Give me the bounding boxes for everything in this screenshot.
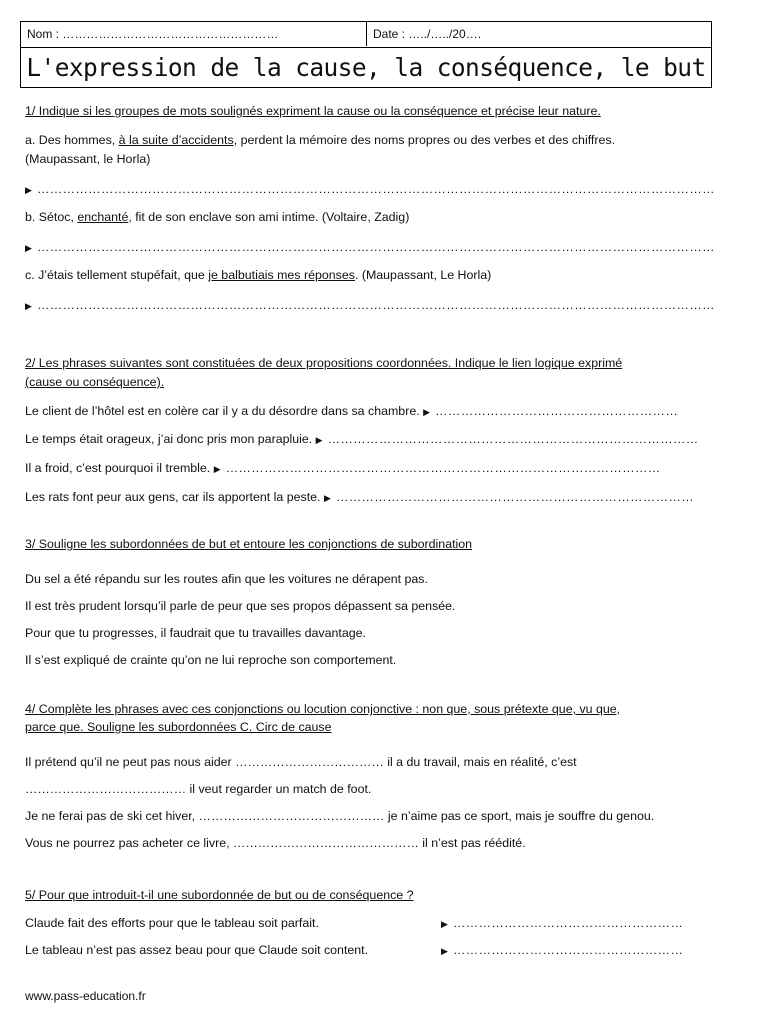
arrow-icon: ▶ <box>315 435 323 445</box>
section-4-heading-cont: parce que. Souligne les subordonnées C. Circ de cause <box>25 720 332 734</box>
footer-url[interactable]: www.pass-education.fr <box>25 989 146 1003</box>
sentence-b-underlined: enchanté <box>77 210 129 224</box>
list-item <box>25 432 699 446</box>
answer-line-b[interactable] <box>25 240 715 254</box>
fill-sentence-2[interactable]: Je ne ferai pas de ski cet hiver, ……………………………………… je n’aime pas ce sport, mais je souffre du genou. <box>25 809 655 823</box>
arrow-icon: ▶ <box>323 493 331 503</box>
list-item <box>25 943 368 957</box>
sentence-c-text: c. J’étais tellement stupéfait, que <box>25 268 209 282</box>
section-5-heading: 5/ Pour que introduit-t-il une subordonnée de but ou de conséquence ? <box>25 888 414 902</box>
list-item <box>25 404 678 418</box>
item-text: Il a froid, c’est pourquoi il tremble. <box>25 461 211 475</box>
item-text: Claude fait des efforts pour que le tableau soit parfait. <box>25 916 319 930</box>
fill-sentence-1[interactable]: Il prétend qu’il ne peut pas nous aider ……………………………… il a du travail, mais en réalité, c’est <box>25 755 577 769</box>
answer-dots: …………………………………………………………………………………………………………………………………………… <box>37 182 715 196</box>
answer-dots[interactable]: ………………………………………………………………………………………… <box>225 461 661 475</box>
sentence-a-source: (Maupassant, le Horla) <box>25 152 151 166</box>
sentence-c <box>25 268 491 282</box>
header-box <box>20 21 712 88</box>
arrow-icon: ▶ <box>423 407 431 417</box>
sentence-b-text: b. Sétoc, <box>25 210 78 224</box>
arrow-icon: ▶ <box>25 243 32 253</box>
item-text: Les rats font peur aux gens, car ils apportent la peste. <box>25 490 321 504</box>
page-title: L'expression de la cause, la conséquence, le but <box>26 53 706 82</box>
item-text: Le tableau n’est pas assez beau pour que Claude soit content. <box>25 943 369 957</box>
answer-dots[interactable]: …………………………………………………………………………… <box>327 432 699 446</box>
sentence-a <box>25 133 615 147</box>
answer-dots[interactable]: ………………………………………………………………………… <box>335 490 695 504</box>
arrow-icon: ▶ <box>441 946 448 956</box>
answer-dots: …………………………………………………………………………………………………………………………………………… <box>37 240 715 254</box>
list-item <box>25 916 319 930</box>
arrow-icon: ▶ <box>25 301 32 311</box>
answer-line[interactable] <box>441 916 683 930</box>
fill-sentence-1-cont[interactable]: ………………………………… il veut regarder un match de foot. <box>25 782 372 796</box>
answer-line[interactable] <box>441 943 683 957</box>
answer-dots: ……………………………………………… <box>453 916 684 930</box>
nom-field: Nom : ……………………………………………… <box>21 22 367 46</box>
arrow-icon: ▶ <box>213 464 221 474</box>
header-row <box>21 22 711 48</box>
arrow-icon: ▶ <box>25 185 32 195</box>
answer-dots[interactable]: ………………………………………………… <box>435 404 679 418</box>
fill-sentence-3[interactable]: Vous ne pourrez pas acheter ce livre, ……………………………………… il n’est pas réédité. <box>25 836 526 850</box>
list-item <box>25 461 661 475</box>
sentence-c-underlined: je balbutiais mes réponses <box>208 268 355 282</box>
list-item: Pour que tu progresses, il faudrait que tu travailles davantage. <box>25 626 366 640</box>
list-item: Il s’est expliqué de crainte qu’on ne lui reproche son comportement. <box>25 653 397 667</box>
item-text: Le temps était orageux, j’ai donc pris mon parapluie. <box>25 432 313 446</box>
answer-line-c[interactable] <box>25 298 715 312</box>
sentence-a-underlined: à la suite d’accidents <box>118 133 234 147</box>
sentence-a-text: a. Des hommes, <box>25 133 119 147</box>
answer-dots: ……………………………………………… <box>453 943 684 957</box>
answer-dots: …………………………………………………………………………………………………………………………………………… <box>37 298 715 312</box>
section-1-heading: 1/ Indique si les groupes de mots soulignés expriment la cause ou la conséquence et précise leur nature. <box>25 104 601 118</box>
date-field: Date : …../…../20…. <box>373 27 482 41</box>
section-2-heading-cont: (cause ou conséquence). <box>25 375 165 389</box>
sentence-c-text-end: . (Maupassant, Le Horla) <box>354 268 492 282</box>
sentence-b-text-end: , fit de son enclave son ami intime. (Voltaire, Zadig) <box>128 210 410 224</box>
list-item: Il est très prudent lorsqu’il parle de peur que ses propos dépassent sa pensée. <box>25 599 456 613</box>
sentence-a-text-end: , perdent la mémoire des noms propres ou des verbes et des chiffres. <box>233 133 616 147</box>
answer-line-a[interactable] <box>25 182 715 196</box>
list-item <box>25 490 694 504</box>
arrow-icon: ▶ <box>441 919 448 929</box>
section-2-heading: 2/ Les phrases suivantes sont constituées de deux propositions coordonnées. Indique le lien logique exprimé <box>25 356 623 370</box>
item-text: Le client de l’hôtel est en colère car il y a du désordre dans sa chambre. <box>25 404 420 418</box>
section-4-heading: 4/ Complète les phrases avec ces conjonctions ou locution conjonctive : non que, sous prétexte que, vu que, <box>25 702 621 716</box>
section-3-heading: 3/ Souligne les subordonnées de but et entoure les conjonctions de subordination <box>25 537 473 551</box>
list-item: Du sel a été répandu sur les routes afin que les voitures ne dérapent pas. <box>25 572 428 586</box>
sentence-b <box>25 210 409 224</box>
